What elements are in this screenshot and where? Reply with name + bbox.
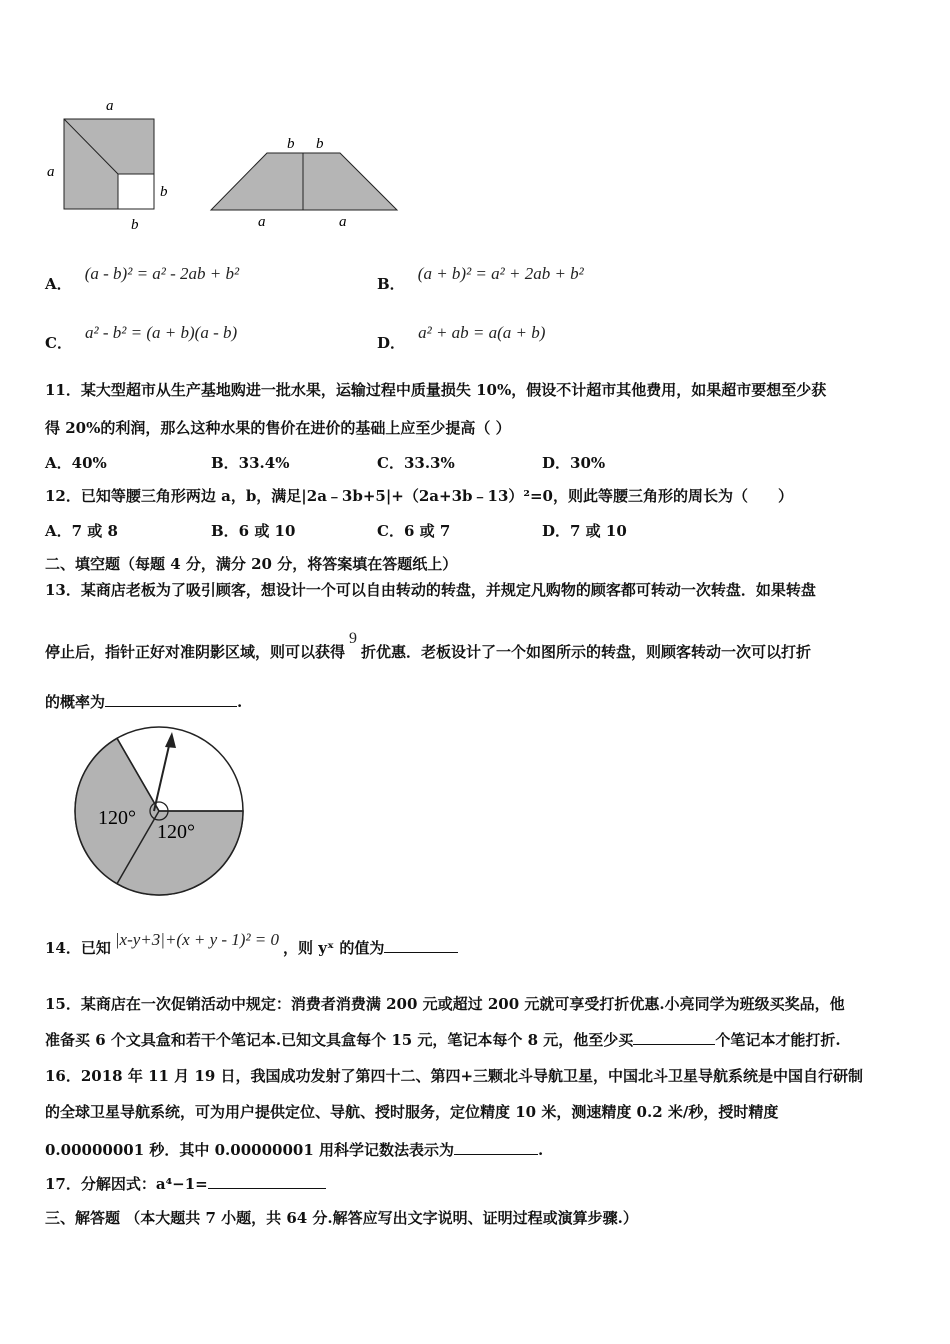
q13-line-2-part-a: 停止后，指针正好对准阴影区域，则可以获得 (45, 643, 346, 661)
square-label-top: a (106, 98, 114, 114)
q16-line-1: 16．2018 年 11 月 19 日，我国成功发射了第四十二、第四+三颗北斗导航卫星，中国北斗卫星导航系统是中国自行研制 (45, 1067, 864, 1085)
square-label-left: a (47, 164, 55, 180)
q15-line-2-part-a: 准备买 6 个文具盒和若干个笔记本.已知文具盒每个 15 元，笔记本每个 8 元，他至少买 (45, 1031, 634, 1049)
q17-text: 17．分解因式：a⁴−1= (45, 1175, 208, 1193)
q13-line-3-text: 的概率为 (45, 693, 106, 711)
q16-answer-blank[interactable] (454, 1140, 538, 1155)
q12-line-1: 12．已知等腰三角形两边 a，b，满足|2a﹣3b+5|+（2a+3b﹣13）²=0，则此等腰三角形的周长为（ ） (45, 487, 793, 505)
option-label: A． (45, 275, 72, 293)
q13-line-3 (45, 691, 242, 712)
q16-line-3 (45, 1139, 543, 1160)
section-3-title: 三、解答题 （本大题共 7 小题，共 64 分.解答应写出文字说明、证明过程或演算步骤.） (45, 1209, 638, 1227)
q13-line-3-end: . (237, 693, 243, 711)
q16-line-2: 的全球卫星导航系统，可为用户提供定位、导航、授时服务，定位精度 10 米，测速精度 0.2 米/秒，授时精度 (45, 1103, 779, 1121)
option-label: B． (377, 275, 405, 293)
q15-line-2-part-b: 个笔记本才能打折. (715, 1031, 841, 1049)
q10-option-c[interactable] (45, 322, 238, 352)
spinner-figure (70, 723, 250, 903)
section-2-title: 二、填空题（每题 4 分，满分 20 分，将答案填在答题纸上） (45, 555, 458, 573)
q14-line (45, 930, 458, 958)
q13-line-2-part-b: 折优惠．老板设计了一个如图所示的转盘，则顾客转动一次可以打折 (361, 643, 812, 661)
q11-option-b[interactable]: B．33.4% (211, 454, 290, 472)
q16-line-3-part-b: . (537, 1141, 544, 1159)
trap-label-top-left: b (287, 136, 295, 152)
square-label-right: b (160, 184, 168, 200)
q17-line (45, 1173, 326, 1194)
trap-label-bottom-right: a (339, 214, 347, 230)
q10-option-a[interactable] (45, 263, 240, 293)
square-label-bottom: b (131, 217, 139, 233)
q11-option-d[interactable]: D．30% (542, 454, 606, 472)
q15-answer-blank[interactable] (633, 1030, 715, 1045)
q11-line-2: 得 20%的利润，那么这种水果的售价在进价的基础上应至少提高（ ） (45, 419, 511, 437)
q12-option-d[interactable]: D．7 或 10 (542, 522, 627, 540)
q16-line-3-part-a: 0.00000001 秒．其中 0.00000001 用科学记数法表示为 (45, 1141, 454, 1159)
q15-line-2 (45, 1029, 841, 1050)
option-label: C． (45, 334, 72, 352)
q13-line-1: 13．某商店老板为了吸引顾客，想设计一个可以自由转动的转盘，并规定凡购物的顾客都可转动一次转盘．如果转盘 (45, 581, 816, 599)
q14-prefix: 14．已知 (45, 939, 111, 957)
q15-line-1: 15．某商店在一次促销活动中规定：消费者消费满 200 元或超过 200 元就可享受打折优惠.小亮同学为班级买奖品，他 (45, 995, 845, 1013)
q10-option-d[interactable] (377, 322, 546, 352)
option-label: D． (377, 334, 406, 352)
option-expression: (a - b)² = a² - 2ab + b² (84, 264, 240, 283)
q14-suffix: ，则 yˣ 的值为 (283, 939, 385, 957)
q11-option-c[interactable]: C．33.3% (377, 454, 455, 472)
q13-answer-blank[interactable] (105, 692, 237, 707)
q12-option-b[interactable]: B．6 或 10 (211, 522, 296, 540)
spinner-angle-2: 120° (157, 821, 195, 843)
q14-answer-blank[interactable] (384, 938, 458, 953)
q14-expression: |x-y+3|+(x + y - 1)² = 0 (114, 930, 280, 949)
q13-line-2 (45, 630, 812, 662)
q12-option-c[interactable]: C．6 或 7 (377, 522, 451, 540)
q11-option-a[interactable]: A．40% (45, 454, 107, 472)
q17-answer-blank[interactable] (208, 1174, 326, 1189)
trap-label-bottom-left: a (258, 214, 266, 230)
option-expression: a² - b² = (a + b)(a - b) (85, 323, 238, 342)
spinner-angle-1: 120° (98, 807, 136, 829)
trap-label-top-right: b (316, 136, 324, 152)
q12-option-a[interactable]: A．7 或 8 (45, 522, 118, 540)
q11-line-1: 11．某大型超市从生产基地购进一批水果，运输过程中质量损失 10%，假设不计超市其他费用，如果超市要想至少获 (45, 381, 827, 399)
square-figure (40, 92, 180, 237)
option-expression: (a + b)² = a² + 2ab + b² (417, 264, 584, 283)
option-expression: a² + ab = a(a + b) (418, 323, 546, 342)
trapezoid-figure (205, 128, 405, 233)
q10-option-b[interactable] (377, 263, 584, 293)
q13-discount-number: 9 (349, 630, 358, 647)
